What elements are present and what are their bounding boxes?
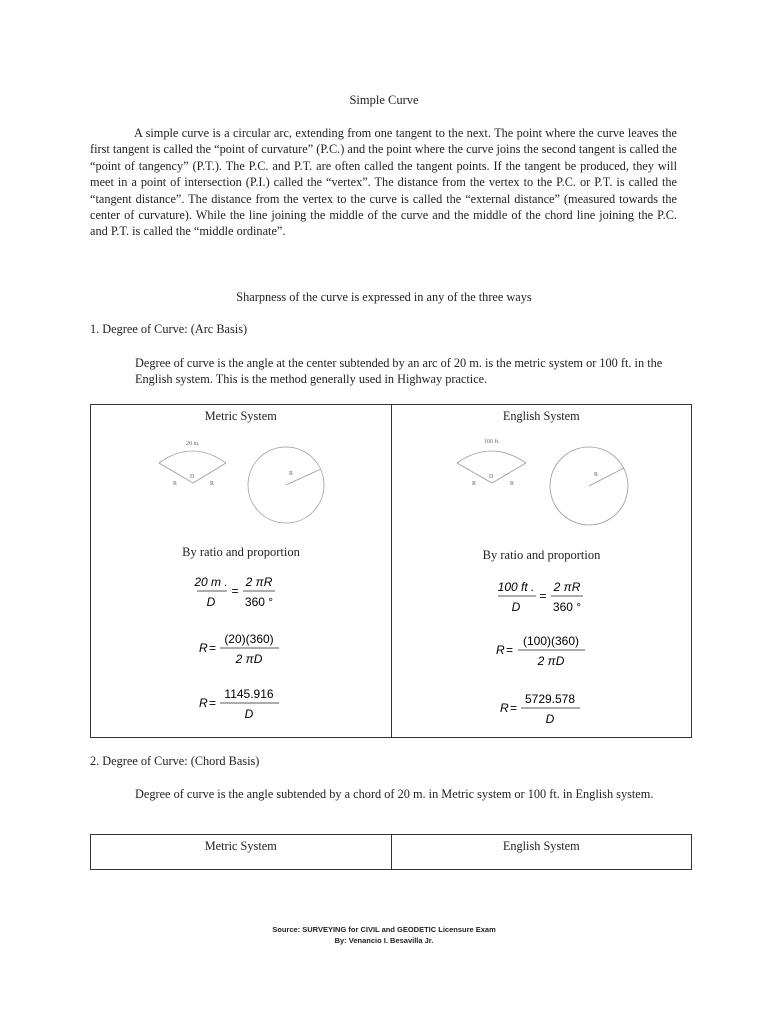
english-radius-right-label: R bbox=[509, 481, 514, 487]
svg-text:=: = bbox=[209, 641, 217, 655]
english-formula-3 bbox=[492, 687, 632, 737]
section2-description: Degree of curve is the angle subtended by a chord of 20 m. in Metric system or 100 ft. in English system. bbox=[135, 787, 654, 801]
svg-text:(100)(360): (100)(360) bbox=[522, 634, 579, 648]
metric-circle-radius-label: R bbox=[289, 471, 294, 477]
svg-text:=: = bbox=[209, 696, 217, 710]
metric-radius-left-label: R bbox=[173, 481, 178, 487]
metric-radius-right-label: R bbox=[210, 481, 215, 487]
footer-source: Source: SURVEYING for CIVIL and GEODETIC Licensure Exam bbox=[272, 925, 496, 934]
arc-basis-table bbox=[90, 404, 692, 738]
svg-text:=: = bbox=[538, 589, 547, 603]
svg-text:D: D bbox=[545, 712, 554, 726]
svg-text:100 ft .: 100 ft . bbox=[497, 580, 534, 594]
english-arc-label: 100 ft. bbox=[483, 439, 500, 445]
page-title: Simple Curve bbox=[349, 93, 419, 107]
svg-text:2 πD: 2 πD bbox=[537, 654, 564, 668]
svg-text:2 πR: 2 πR bbox=[553, 580, 580, 594]
metric-formula-1 bbox=[191, 570, 311, 620]
svg-text:=: = bbox=[231, 584, 239, 598]
section1-description: Degree of curve is the angle at the center subtended by an arc of 20 m. is the metric system or 100 ft. in the English system. This is the method generally used in Highway practice. bbox=[135, 356, 663, 387]
footer-author: By: Venancio I. Besavilla Jr. bbox=[334, 936, 434, 945]
svg-text:R: R bbox=[199, 696, 208, 710]
chord-english-header: English System bbox=[502, 839, 580, 853]
metric-ratio-text: By ratio and proportion bbox=[182, 545, 300, 559]
english-formula-1 bbox=[492, 575, 612, 625]
english-arc-diagram bbox=[452, 435, 632, 530]
svg-text:2 πR: 2 πR bbox=[245, 575, 273, 589]
english-circle-radius-label: R bbox=[593, 472, 598, 478]
english-ratio-text: By ratio and proportion bbox=[482, 548, 601, 562]
metric-header: Metric System bbox=[204, 409, 277, 423]
footer bbox=[0, 924, 768, 946]
svg-text:360 °: 360 ° bbox=[552, 600, 581, 614]
svg-text:=: = bbox=[509, 701, 517, 715]
svg-text:20 m .: 20 m . bbox=[194, 575, 228, 589]
svg-text:D: D bbox=[244, 707, 254, 721]
chord-basis-table bbox=[90, 834, 692, 870]
svg-text:R: R bbox=[495, 643, 505, 657]
svg-text:5729.578: 5729.578 bbox=[524, 692, 575, 706]
metric-arc-diagram bbox=[151, 435, 331, 530]
metric-arc-label: 20 m. bbox=[186, 441, 200, 447]
metric-angle-label: D bbox=[190, 474, 195, 480]
chord-english-column bbox=[391, 835, 692, 870]
section1-heading: 1. Degree of Curve: (Arc Basis) bbox=[90, 322, 248, 336]
chord-metric-column bbox=[91, 835, 392, 870]
section2-heading: 2. Degree of Curve: (Chord Basis) bbox=[90, 754, 260, 768]
english-angle-label: D bbox=[488, 474, 493, 480]
svg-text:(20)(360): (20)(360) bbox=[224, 632, 274, 646]
metric-formula-3 bbox=[191, 682, 331, 732]
metric-formula-2 bbox=[191, 627, 331, 677]
svg-text:D: D bbox=[206, 595, 216, 609]
svg-text:2 πD: 2 πD bbox=[235, 652, 263, 666]
svg-text:R: R bbox=[499, 701, 509, 715]
english-header: English System bbox=[502, 409, 580, 423]
svg-text:1145.916: 1145.916 bbox=[224, 687, 274, 701]
svg-text:D: D bbox=[511, 600, 520, 614]
svg-text:R: R bbox=[199, 641, 208, 655]
english-formula-2 bbox=[492, 629, 632, 679]
chord-metric-header: Metric System bbox=[204, 839, 277, 853]
svg-text:=: = bbox=[505, 643, 513, 657]
svg-text:360 °: 360 ° bbox=[244, 595, 274, 609]
english-column bbox=[391, 405, 692, 738]
metric-column bbox=[91, 405, 392, 738]
english-radius-left-label: R bbox=[471, 481, 476, 487]
intro-paragraph: A simple curve is a circular arc, extending from one tangent to the next. The point where the curve leaves the first tangent is called the “point of curvature” (P.C.) and the point where the curve joins the second tangent is called the “point of tangency” (P.T.). The P.C. and P.T. are often called the tangent points. If the tangent be produced, they will meet in a point of intersection (P.I.) called the “vertex”. The distance from the vertex to the P.C. or P.T. is called the “tangent distance”. The distance from the vertex to the curve is called the “external distance” (measured towards the center of curvature). While the line joining the middle of the curve and the middle of the chord line joining the P.C. and P.T. is called the “middle ordinate”. bbox=[90, 126, 677, 239]
sharpness-line: Sharpness of the curve is expressed in any of the three ways bbox=[236, 290, 532, 304]
